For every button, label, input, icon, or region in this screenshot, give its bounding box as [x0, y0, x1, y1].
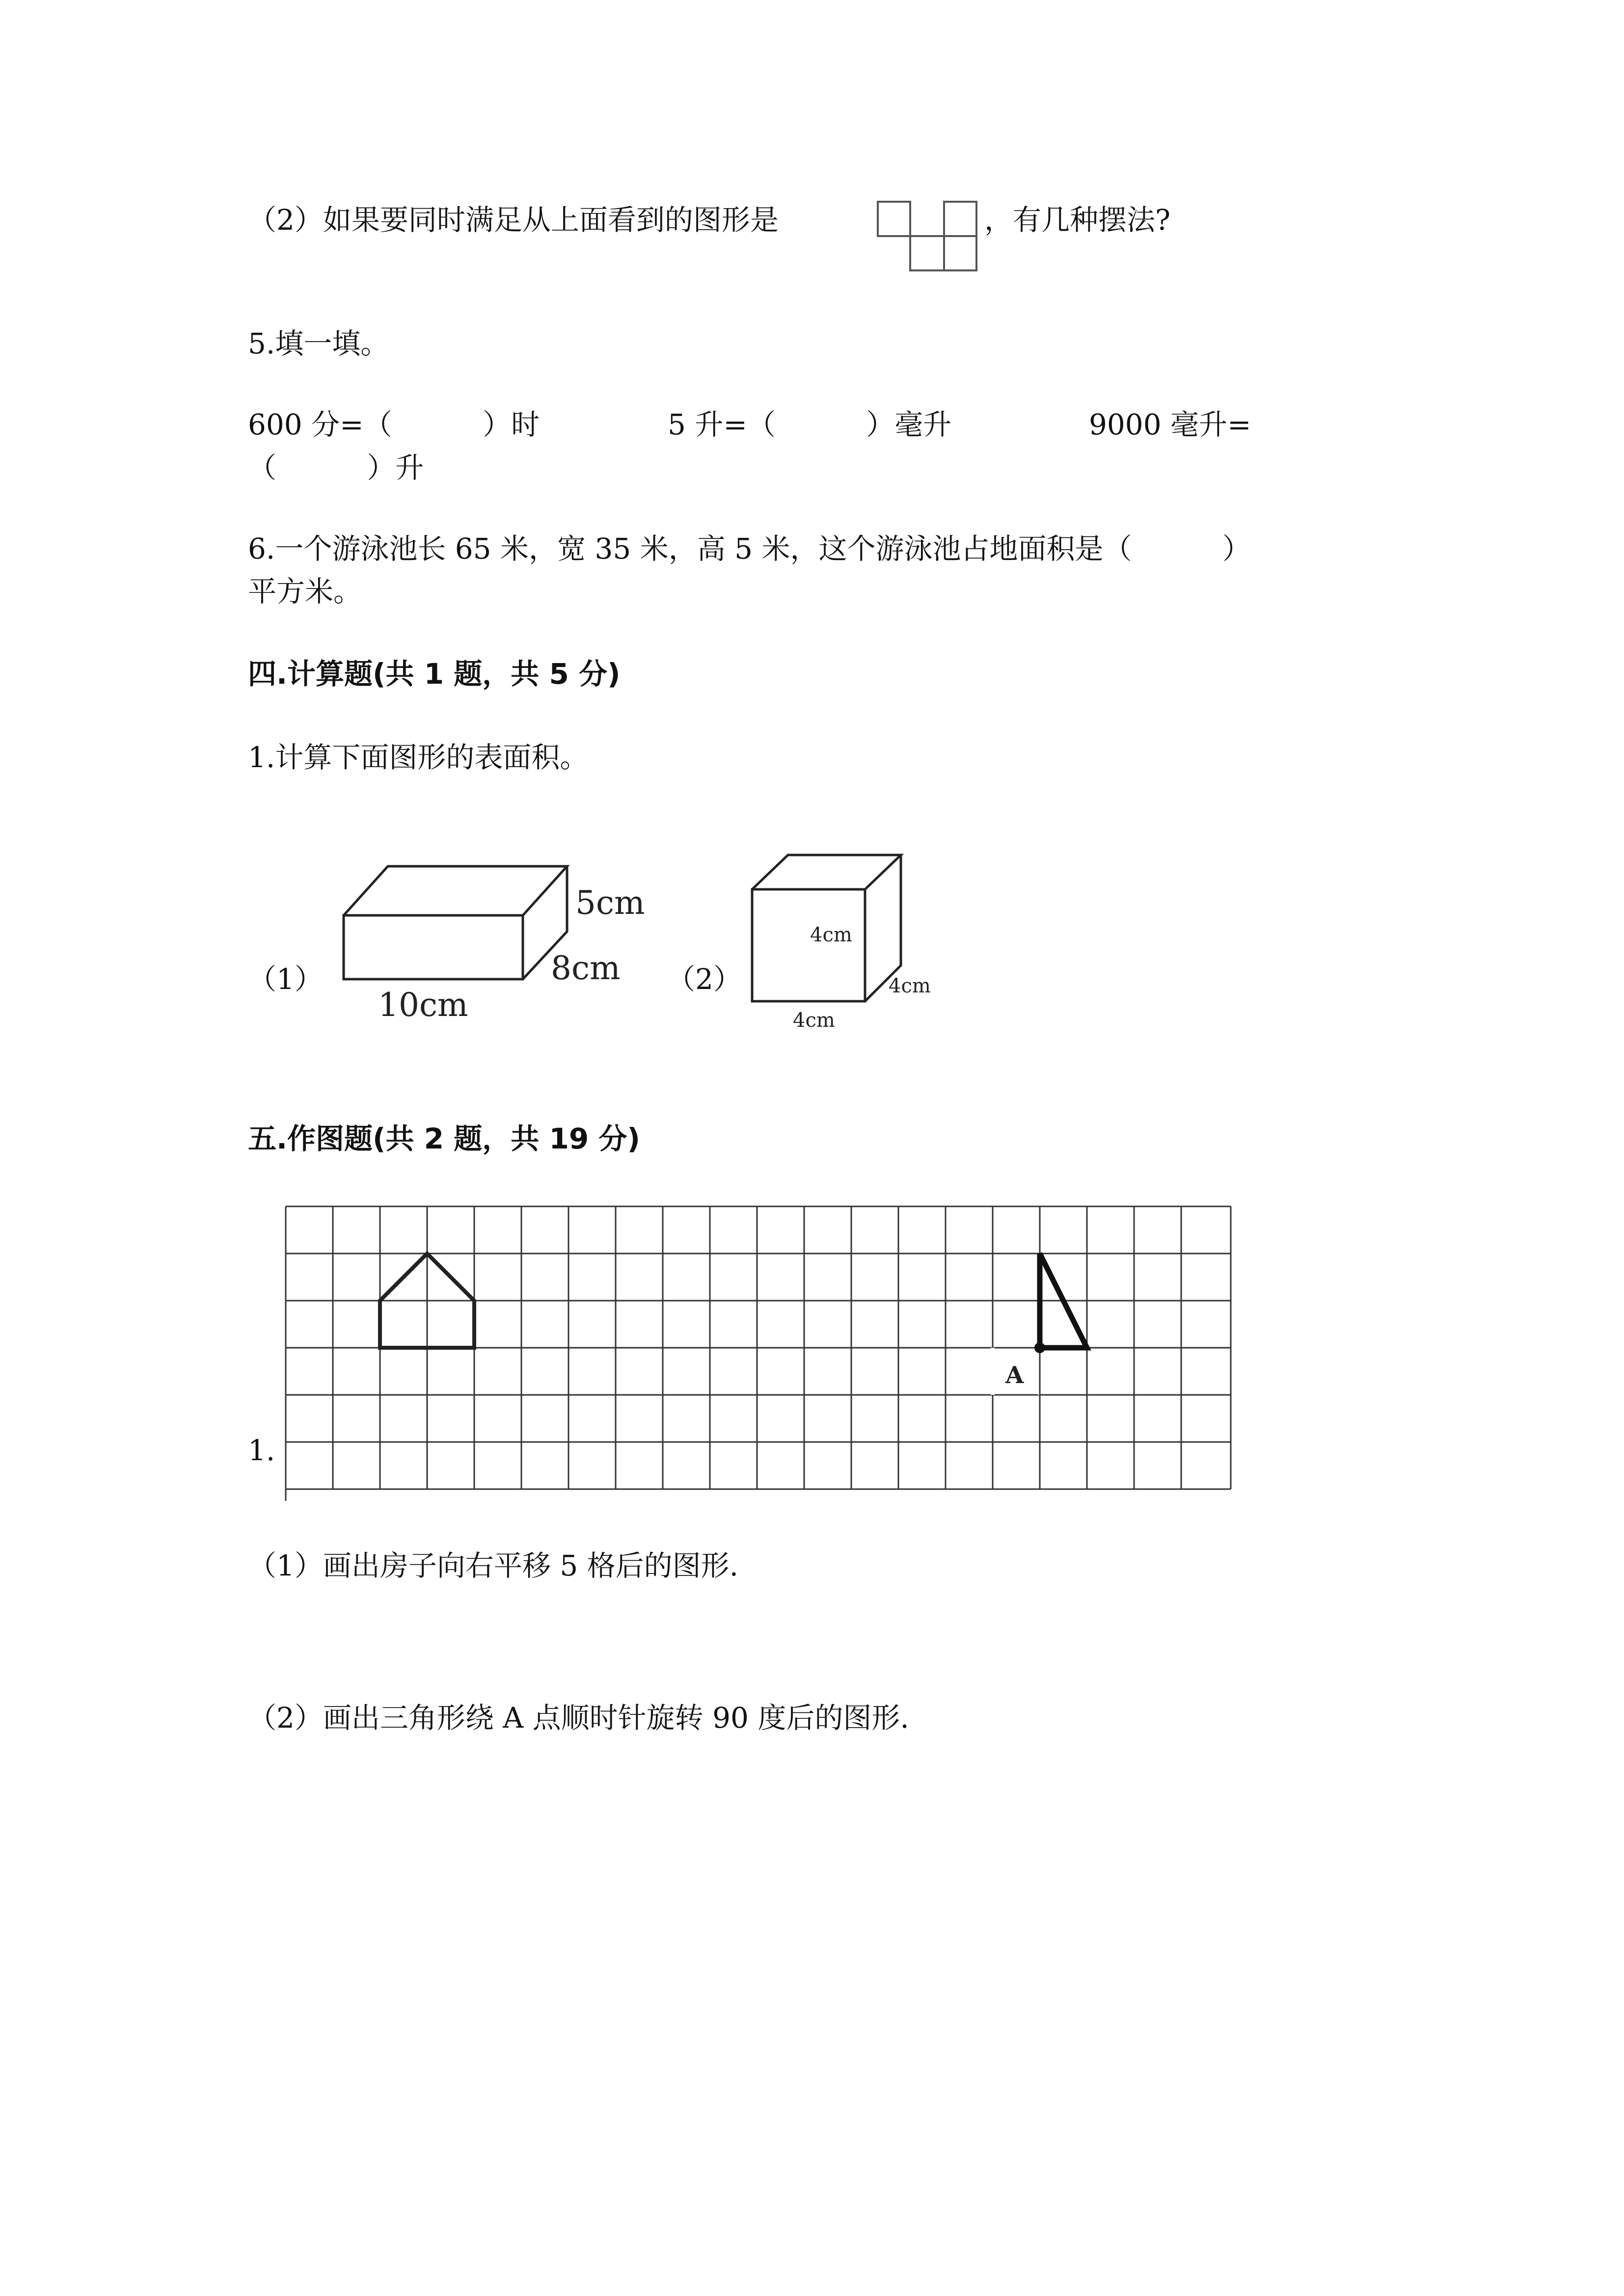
cube-front-label: 4cm — [810, 924, 852, 946]
point-a-label: A — [1005, 1362, 1024, 1389]
section4-heading: 四.计算题(共 1 题，共 5 分) — [248, 657, 621, 691]
q5-title: 5.填一填。 — [248, 327, 389, 360]
q5-item-liters: 5 升=（ ）毫升 — [668, 408, 952, 441]
cuboid-length-label: 10cm — [378, 986, 468, 1024]
cuboid-figure — [339, 859, 658, 1036]
section5-heading: 五.作图题(共 2 题，共 19 分) — [248, 1122, 640, 1155]
q5-item-milliliters: 9000 毫升= — [1089, 408, 1251, 441]
cube-label: （2） — [667, 962, 742, 996]
top-view-shape-figure — [876, 200, 982, 276]
cuboid-label: （1） — [248, 962, 323, 996]
q4-part2-suffix: ，有几种摆法? — [984, 203, 1171, 237]
cuboid-width-label: 8cm — [551, 949, 621, 987]
section4-q1: 1.计算下面图形的表面积。 — [248, 741, 589, 774]
grid-lines — [286, 1206, 1231, 1501]
section5-part2: （2）画出三角形绕 A 点顺时针旋转 90 度后的图形. — [248, 1701, 909, 1735]
cube-depth-label: 4cm — [889, 975, 931, 997]
section5-q1-number: 1. — [248, 1434, 275, 1467]
section5-part1: （1）画出房子向右平移 5 格后的图形. — [248, 1549, 739, 1582]
q5-item-milliliters-cont: （ ）升 — [248, 451, 424, 484]
cuboid-height-label: 5cm — [575, 884, 645, 922]
q4-part2-prefix: （2）如果要同时满足从上面看到的图形是 — [248, 203, 779, 237]
drawing-grid — [280, 1201, 1262, 1506]
cube-bottom-label: 4cm — [793, 1009, 835, 1032]
q6-line2: 平方米。 — [248, 575, 362, 608]
q6-line1: 6.一个游泳池长 65 米，宽 35 米，高 5 米，这个游泳池占地面积是（ ） — [248, 532, 1251, 565]
point-a-dot — [1034, 1342, 1045, 1353]
q5-item-minutes: 600 分=（ ）时 — [248, 408, 540, 441]
cube-figure — [746, 845, 943, 1041]
